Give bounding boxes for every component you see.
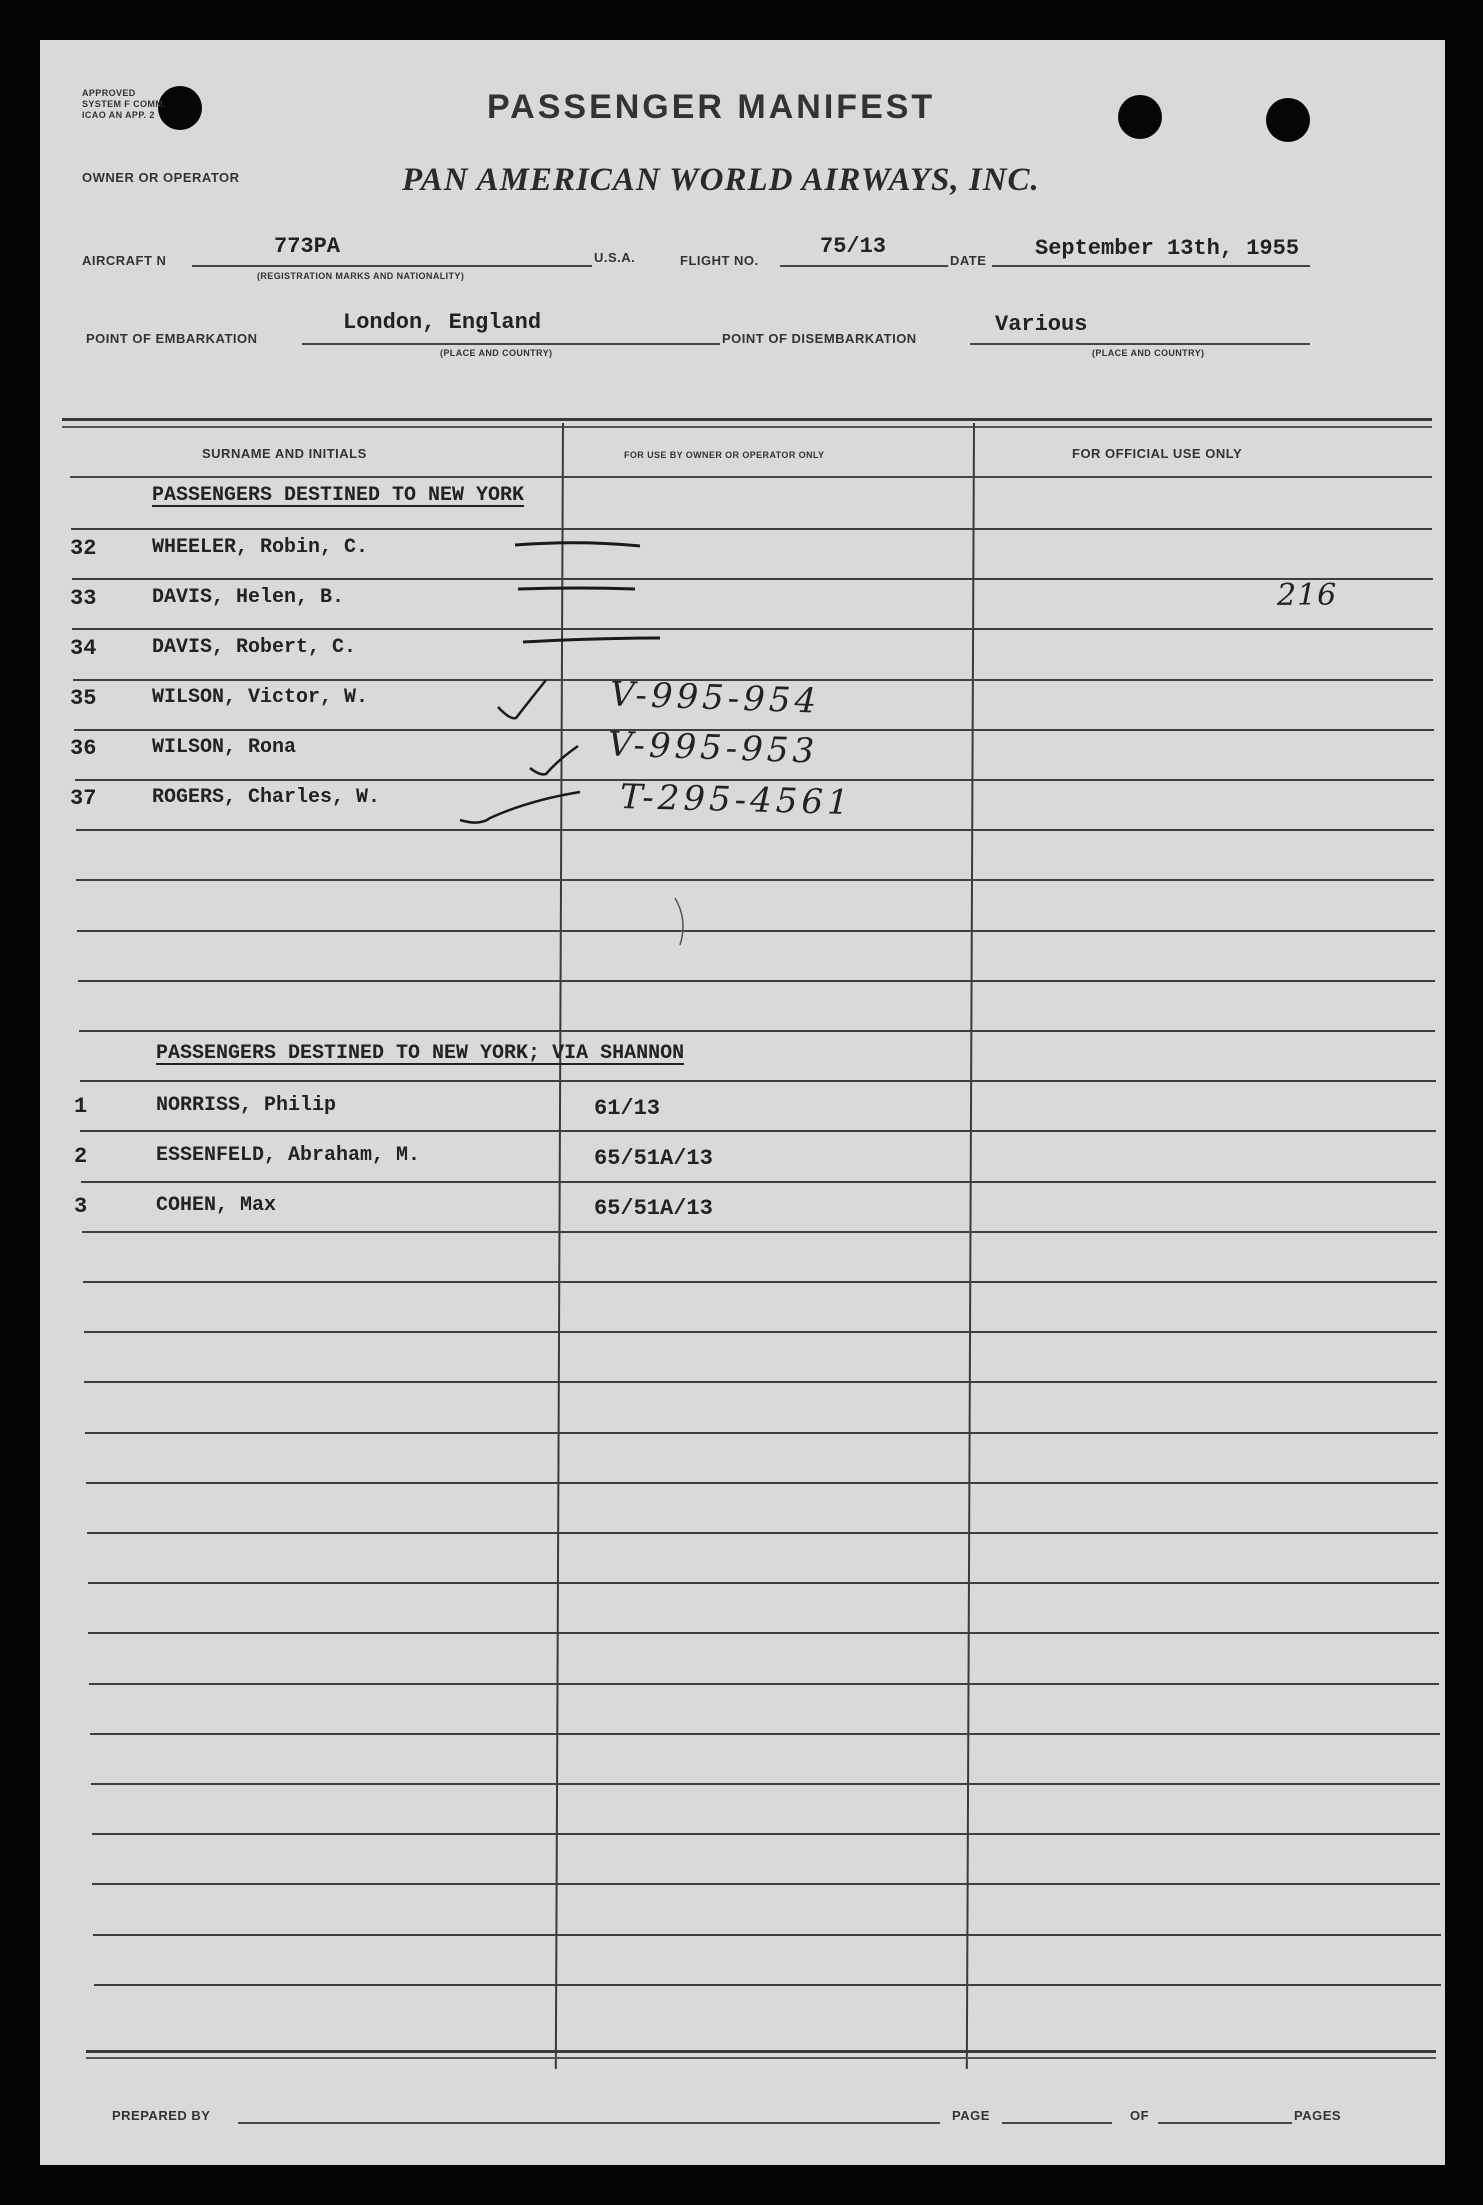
row-number: 35 (70, 686, 97, 711)
pages-label: PAGES (1294, 2108, 1342, 2123)
ruled-line (92, 1833, 1441, 1835)
aircraft-value: 773PA (274, 234, 341, 259)
column-header-official-use: FOR OFFICIAL USE ONLY (1072, 446, 1243, 461)
of-label: OF (1130, 2108, 1150, 2123)
flight-value: 75/13 (820, 234, 887, 259)
check-mark-row-37 (460, 792, 580, 823)
table-bottom-rule-2 (86, 2057, 1436, 2059)
passenger-name: ROGERS, Charles, W. (152, 786, 381, 809)
approval-block: APPROVED SYSTEM F COMM. ICAO AN APP. 2 (82, 88, 167, 120)
strike-mark-row-34 (523, 638, 660, 642)
ticket-number: V-995-953 (607, 724, 819, 772)
of-line (1158, 2122, 1292, 2124)
ticket-number: 61/13 (594, 1096, 661, 1121)
aircraft-caption: (REGISTRATION MARKS AND NATIONALITY) (257, 271, 465, 281)
row-number: 2 (74, 1144, 88, 1169)
date-value: September 13th, 1955 (1035, 236, 1300, 261)
ruled-line (89, 1683, 1439, 1685)
prepared-by-line (238, 2122, 940, 2124)
passenger-name: COHEN, Max (156, 1194, 277, 1217)
ruled-line (94, 1984, 1441, 1986)
disembark-caption: (PLACE AND COUNTRY) (1092, 348, 1205, 358)
ticket-number: 65/51A/13 (594, 1196, 713, 1221)
ruled-line (88, 1632, 1439, 1634)
section2-heading: PASSENGERS DESTINED TO NEW YORK; VIA SHANNON (156, 1042, 685, 1065)
ruled-line (92, 1883, 1440, 1885)
ruled-line (85, 1432, 1438, 1434)
page-line (1002, 2122, 1112, 2124)
ruled-line (84, 1381, 1437, 1383)
table-bottom-rule (86, 2050, 1436, 2053)
strike-mark-row-33 (518, 588, 635, 589)
passenger-name: WILSON, Victor, W. (152, 686, 369, 709)
row-number: 34 (70, 636, 97, 661)
ruled-line (90, 1733, 1440, 1735)
embark-caption: (PLACE AND COUNTRY) (440, 348, 553, 358)
page-title: PASSENGER MANIFEST (487, 88, 936, 126)
ruled-line (78, 980, 1435, 982)
check-mark-row-35 (498, 680, 546, 718)
pen-mark-blank (675, 898, 683, 945)
ruled-line (87, 1532, 1439, 1534)
passenger-name: WHEELER, Robin, C. (152, 536, 369, 559)
ruled-line (83, 1281, 1437, 1283)
ticket-number: T-295-4561 (619, 776, 854, 824)
passenger-name: WILSON, Rona (152, 736, 297, 759)
ticket-number: V-995-954 (609, 674, 821, 722)
ruled-line (93, 1934, 1441, 1936)
row-number: 3 (74, 1194, 88, 1219)
manifest-page (40, 40, 1445, 2165)
row-number: 1 (74, 1094, 88, 1119)
embark-value: London, England (343, 310, 542, 335)
ruled-line (82, 1231, 1437, 1233)
date-label: DATE (950, 253, 987, 268)
passenger-name: NORRISS, Philip (156, 1094, 337, 1117)
check-mark-row-36 (530, 746, 578, 774)
prepared-by-label: PREPARED BY (112, 2108, 211, 2123)
row-number: 37 (70, 786, 97, 811)
column-header-surname: SURNAME AND INITIALS (202, 446, 367, 461)
ruled-line (91, 1783, 1440, 1785)
owner-label: OWNER OR OPERATOR (82, 170, 240, 185)
row-number: 33 (70, 586, 97, 611)
passenger-name: DAVIS, Robert, C. (152, 636, 357, 659)
ticket-number: 65/51A/13 (594, 1146, 713, 1171)
section1-heading: PASSENGERS DESTINED TO NEW YORK (152, 484, 525, 507)
ruled-line (88, 1582, 1439, 1584)
flight-label: FLIGHT NO. (680, 253, 759, 268)
disembark-value: Various (995, 312, 1088, 337)
embark-label: POINT OF EMBARKATION (86, 331, 258, 346)
handwritten-marks (40, 40, 1445, 940)
aircraft-label: AIRCRAFT N (82, 253, 167, 268)
ruled-line (80, 1080, 1436, 1082)
row-number: 32 (70, 536, 97, 561)
owner-value: PAN AMERICAN WORLD AIRWAYS, INC. (402, 162, 1040, 198)
ruled-line (79, 1030, 1436, 1032)
official-number: 216 (1277, 578, 1338, 613)
disembark-label: POINT OF DISEMBARKATION (722, 331, 917, 346)
page-label: PAGE (952, 2108, 990, 2123)
row-number: 36 (70, 736, 97, 761)
usa-label: U.S.A. (594, 250, 636, 265)
passenger-name: DAVIS, Helen, B. (152, 586, 345, 609)
ruled-line (84, 1331, 1438, 1333)
ruled-line (86, 1482, 1438, 1484)
passenger-name: ESSENFELD, Abraham, M. (156, 1144, 421, 1167)
column-header-owner-use: FOR USE BY OWNER OR OPERATOR ONLY (624, 450, 825, 460)
ruled-line (80, 1130, 1436, 1132)
strike-mark-row-32 (515, 543, 640, 546)
ruled-line (81, 1181, 1436, 1183)
